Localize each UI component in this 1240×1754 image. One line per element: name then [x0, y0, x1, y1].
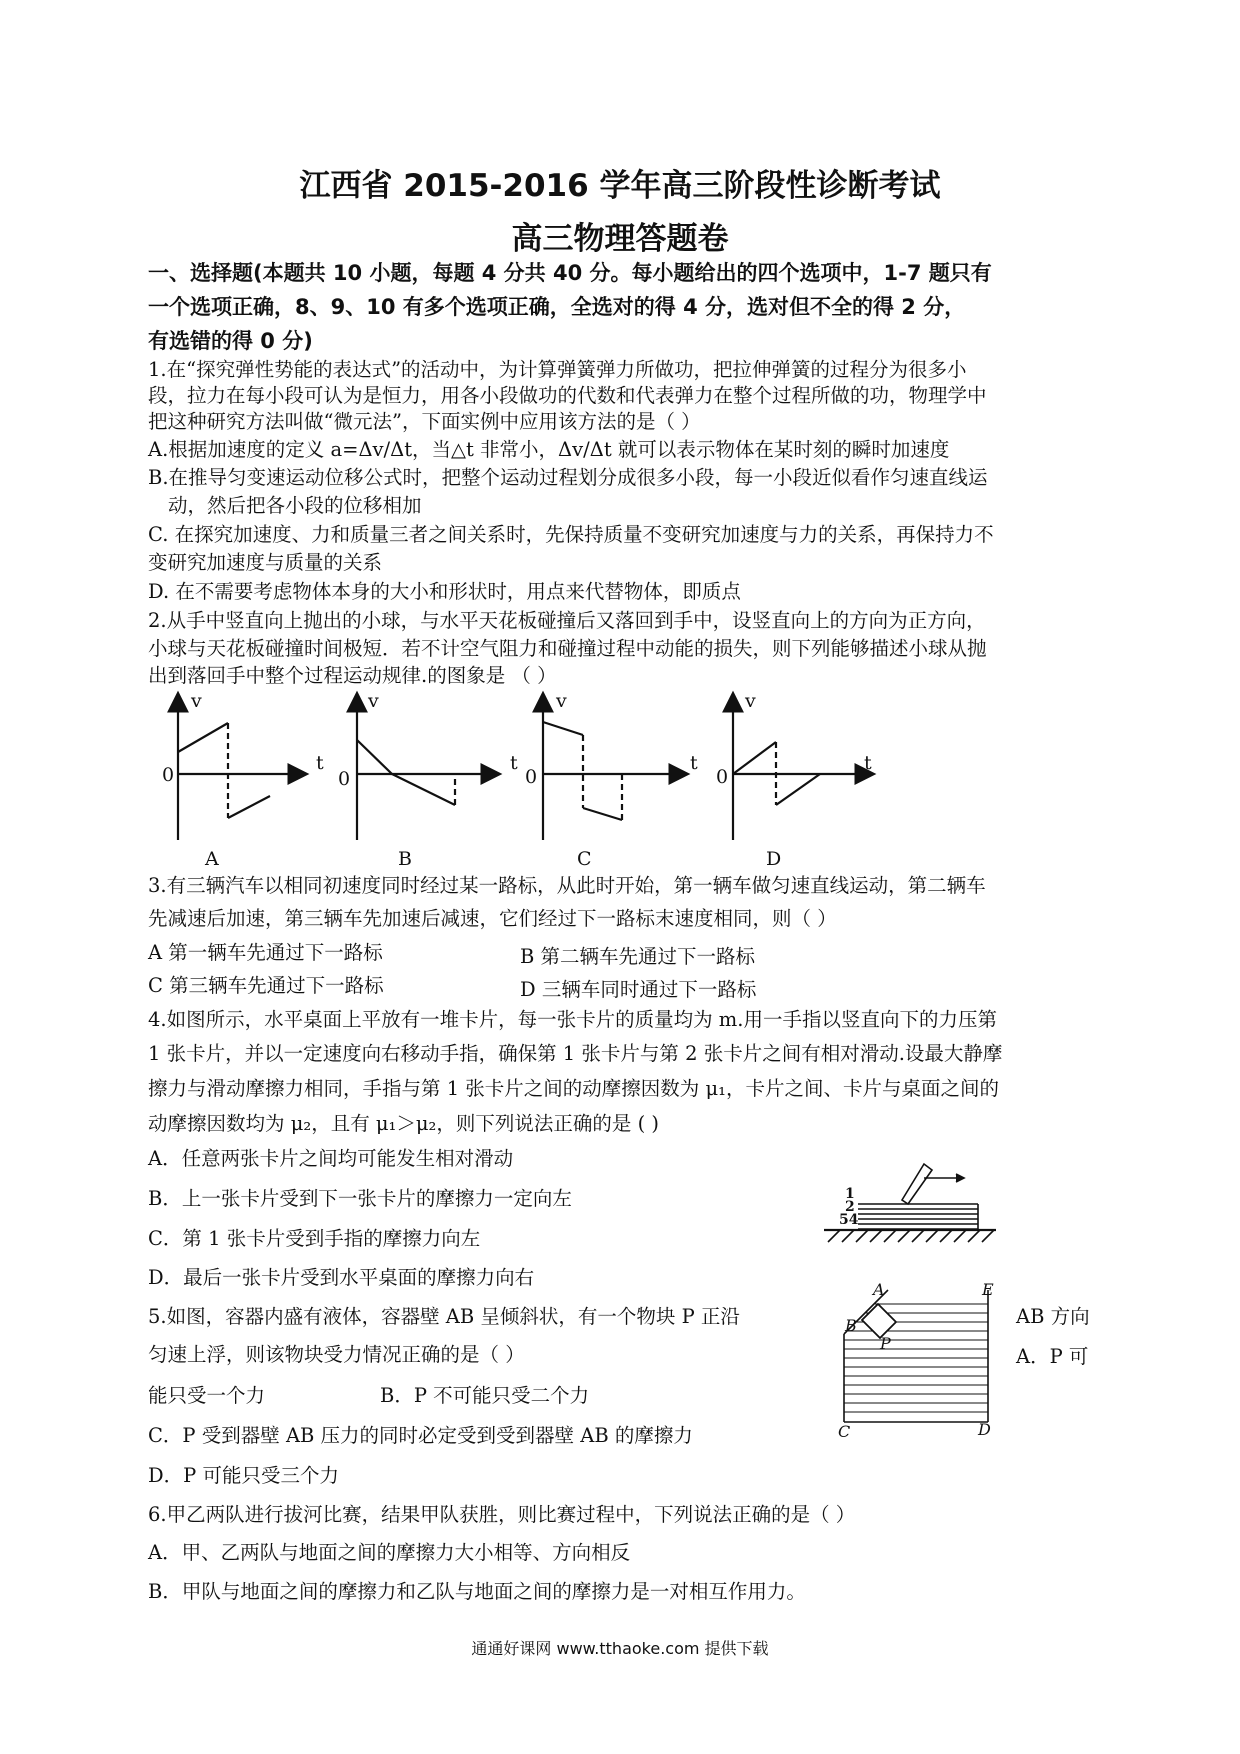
graph-b-origin: 0 [338, 768, 351, 790]
q3-option-d: D 三辆车同时通过下一路标 [520, 978, 757, 1001]
graph-a-origin: 0 [162, 764, 175, 786]
q3-option-c: C 第三辆车先通过下一路标 [148, 974, 384, 997]
graph-c-origin: 0 [525, 766, 538, 788]
q1-option-d: D. 在不需要考虑物体本身的大小和形状时，用点来代替物体，即质点 [148, 580, 741, 603]
graph-a-rise [178, 723, 228, 752]
graph-a-label: A [205, 848, 219, 870]
graph-d-axis-v: v [745, 690, 756, 712]
figure-label-d: D [978, 1420, 991, 1439]
q2-stem-line-3: 出到落回手中整个过程运动规律.的图象是 （ ） [148, 664, 557, 687]
figure-label-e: E [982, 1280, 994, 1299]
q1-option-a: A.根据加速度的定义 a=Δv/Δt，当△t 非常小，Δv/Δt 就可以表示物体在某时刻的瞬时加速度 [148, 438, 950, 461]
figure-label-c: C [838, 1422, 851, 1441]
section-instructions-line-1: 一、选择题(本题共 10 小题，每题 4 分共 40 分。每小题给出的四个选项中，1-7 题只有 [148, 261, 992, 285]
q1-stem-line-3: 把这种研究方法叫做“微元法”，下面实例中应用该方法的是（ ） [148, 410, 701, 433]
card-label-54: 54 [839, 1212, 859, 1228]
q3-option-a: A 第一辆车先通过下一路标 [148, 941, 383, 964]
q3-stem-line-2: 先减速后加速，第三辆车先加速后减速，它们经过下一路标末速度相同，则（ ） [148, 907, 837, 930]
q3-stem-line-1: 3.有三辆汽车以相同初速度同时经过某一路标，从此时开始，第一辆车做匀速直线运动，第二辆车 [148, 874, 986, 897]
q1-option-b-line-1: B.在推导匀变速运动位移公式时，把整个运动过程划分成很多小段，每一小段近似看作匀速直线运 [148, 466, 988, 489]
q5-option-a-start: A．P 可 [1016, 1345, 1089, 1368]
q4-option-c: C．第 1 张卡片受到手指的摩擦力向左 [148, 1227, 481, 1250]
graph-a-axis-v: v [191, 690, 202, 712]
graph-d-axis-t: t [864, 752, 872, 774]
q1-stem-line-1: 1.在“探究弹性势能的表达式”的活动中，为计算弹簧弹力所做功，把拉伸弹簧的过程分为很多小 [148, 358, 967, 381]
q4-stem-line-2: 1 张卡片，并以一定速度向右移动手指，确保第 1 张卡片与第 2 张卡片之间有相对滑动.设最大静摩 [148, 1042, 1003, 1065]
q1-option-b-line-2: 动，然后把各小段的位移相加 [168, 494, 422, 517]
graph-b-label: B [398, 848, 412, 870]
q3-option-b: B 第二辆车先通过下一路标 [520, 945, 756, 968]
q4-option-d: D．最后一张卡片受到水平桌面的摩擦力向右 [148, 1266, 535, 1289]
section-instructions-line-3: 有选错的得 0 分) [148, 329, 313, 353]
figure-label-p: P [880, 1334, 891, 1353]
section-instructions-line-2: 一个选项正确，8、9、10 有多个选项正确，全选对的得 4 分，选对但不全的得 2 分， [148, 295, 966, 319]
q2-stem-line-2: 小球与天花板碰撞时间极短．若不计空气阻力和碰撞过程中动能的损失，则下列能够描述小球从抛 [148, 637, 987, 660]
card-label-1: 1 [845, 1186, 855, 1202]
graph-b-axis-t: t [510, 752, 518, 774]
figure-label-a: A [873, 1280, 885, 1299]
q1-option-c-line-1: C. 在探究加速度、力和质量三者之间关系时，先保持质量不变研究加速度与力的关系，再保持力不 [148, 523, 994, 546]
q1-option-c-line-2: 变研究加速度与质量的关系 [148, 551, 383, 574]
q5-option-c: C．P 受到器壁 AB 压力的同时必定受到受到器壁 AB 的摩擦力 [148, 1424, 693, 1447]
q6-stem: 6.甲乙两队进行拔河比赛，结果甲队获胜，则比赛过程中，下列说法正确的是（ ） [148, 1503, 856, 1526]
q4-stem-line-3: 擦力与滑动摩擦力相同，手指与第 1 张卡片之间的动摩擦因数为 μ₁，卡片之间、卡片与桌面之间的 [148, 1077, 999, 1100]
graph-a-axis-t: t [316, 752, 324, 774]
graph-c-axis-t: t [690, 752, 698, 774]
q5-stem-line-1-right: AB 方向 [1016, 1305, 1090, 1328]
graph-d-label: D [766, 848, 782, 870]
q6-option-a: A．甲、乙两队与地面之间的摩擦力大小相等、方向相反 [148, 1541, 631, 1564]
graph-c-axis-v: v [556, 690, 567, 712]
q5-option-b: B．P 不可能只受二个力 [380, 1384, 590, 1407]
footer-source: 通通好课网 www.tthaoke.com 提供下载 [471, 1639, 769, 1658]
container-figure [828, 1282, 1008, 1442]
graph-d-origin: 0 [716, 766, 729, 788]
card-label-2: 2 [845, 1199, 855, 1215]
q4-stem-line-4: 动摩擦因数均为 μ₂，且有 μ₁＞μ₂，则下列说法正确的是 ( ) [148, 1112, 659, 1135]
q5-option-d: D．P 可能只受三个力 [148, 1464, 339, 1487]
q5-option-a-end: 能只受一个力 [148, 1384, 266, 1407]
figure-label-b: B [845, 1316, 857, 1335]
graph-b-axis-v: v [368, 690, 379, 712]
graph-c-label: C [577, 848, 592, 870]
q2-stem-line-1: 2.从手中竖直向上抛出的小球，与水平天花板碰撞后又落回到手中，设竖直向上的方向为正方向， [148, 609, 986, 632]
q4-stem-line-1: 4.如图所示，水平桌面上平放有一堆卡片，每一张卡片的质量均为 m.用一手指以竖直向下的力压第 [148, 1008, 997, 1031]
q6-option-b: B．甲队与地面之间的摩擦力和乙队与地面之间的摩擦力是一对相互作用力。 [148, 1580, 806, 1603]
q1-stem-line-2: 段，拉力在每小段可认为是恒力，用各小段做功的代数和代表弹力在整个过程所做的功，物理学中 [148, 384, 987, 407]
exam-title: 江西省 2015-2016 学年高三阶段性诊断考试 [299, 168, 941, 204]
exam-subtitle: 高三物理答题卷 [511, 221, 729, 257]
q4-option-a: A．任意两张卡片之间均可能发生相对滑动 [148, 1147, 514, 1170]
q5-stem-line-1: 5.如图，容器内盛有液体，容器壁 AB 呈倾斜状，有一个物块 P 正沿 [148, 1305, 740, 1328]
q4-option-b: B．上一张卡片受到下一张卡片的摩擦力一定向左 [148, 1187, 572, 1210]
q5-stem-line-2: 匀速上浮，则该物块受力情况正确的是（ ） [148, 1343, 525, 1366]
